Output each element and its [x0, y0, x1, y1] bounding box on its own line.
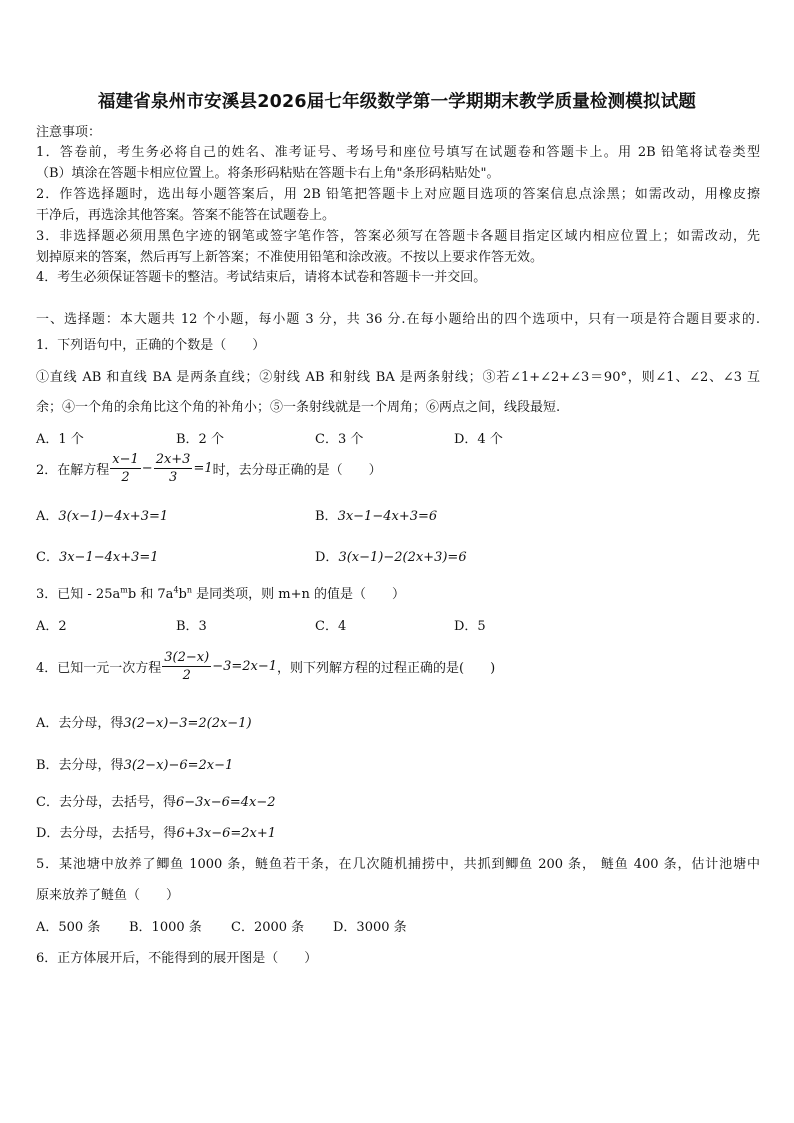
- question-1-body: ①直线 AB 和直线 BA 是两条直线；②射线 AB 和射线 BA 是两条射线；③若∠1+∠2+∠3＝90°，则∠1、∠2、∠3 互: [36, 370, 760, 385]
- question-3-option-d: D．5: [454, 619, 486, 634]
- notice-item: 1．答卷前，考生务必将自己的姓名、准考证号、考场号和座位号填写在试题卷和答题卡上。用 2B 铅笔将试卷类型: [36, 145, 760, 160]
- question-2-option-c: C．3x−1−4x+3=1: [36, 550, 159, 565]
- question-4-option-b: B．去分母，得3(2−x)−6=2x−1: [36, 758, 234, 773]
- question-5-stem: 5．某池塘中放养了鲫鱼 1000 条，鲢鱼若干条，在几次随机捕捞中，共抓到鲫鱼 200 条， 鲢鱼 400 条，估计池塘中: [36, 857, 760, 872]
- notice-item: （B）填涂在答题卡相应位置上。将条形码粘贴在答题卡右上角"条形码粘贴处"。: [36, 166, 500, 181]
- section-heading: 一、选择题：本大题共 12 个小题，每小题 3 分，共 36 分.在每小题给出的四个选项中，只有一项是符合题目要求的.: [36, 312, 760, 327]
- question-2-option-a: A．3(x−1)−4x+3=1: [36, 509, 169, 524]
- question-1-option-d: D．4 个: [454, 432, 503, 447]
- notice-item: 2．作答选择题时，选出每小题答案后，用 2B 铅笔把答题卡上对应题目选项的答案信息点涂黑；如需改动，用橡皮擦: [36, 187, 760, 202]
- question-3-stem: 3．已知 - $25a^mb$ 和 $7a^4b^n$ 是同类项，则 m+n 的值是（ ）: [36, 585, 406, 602]
- question-1-stem: 1．下列语句中，正确的个数是（ ）: [36, 338, 266, 353]
- question-4-option-a: A．去分母，得3(2−x)−3=2(2x−1): [36, 716, 252, 731]
- fraction: $\frac{x-1}{2}$: [112, 452, 139, 485]
- notice-item: 划掉原来的答案，然后再写上新答案；不准使用铅笔和涂改液。不按以上要求作答无效。: [36, 250, 544, 265]
- question-4-stem: 4．已知一元一次方程 $\frac{3(2-x)}{2}$ −3=2x−1，则下列解方程的过程正确的是( ): [36, 650, 496, 683]
- question-3-option-b: B．3: [176, 619, 207, 634]
- question-3-option-c: C．4: [315, 619, 347, 634]
- question-2-option-b: B．3x−1−4x+3=6: [315, 509, 438, 524]
- question-5-option-a: A．500 条: [36, 920, 101, 935]
- question-5-option-c: C．2000 条: [231, 920, 305, 935]
- fraction: $\frac{3(2-x)}{2}$: [164, 650, 210, 683]
- question-5-option-d: D．3000 条: [333, 920, 407, 935]
- question-1-option-b: B．2 个: [176, 432, 224, 447]
- question-4-option-d: D．去分母，去括号，得6+3x−6=2x+1: [36, 826, 277, 841]
- notice-heading: 注意事项：: [36, 125, 102, 140]
- exam-title: 福建省泉州市安溪县2026届七年级数学第一学期期末教学质量检测模拟试题: [97, 92, 697, 112]
- notice-item: 3．非选择题必须用黑色字迹的钢笔或签字笔作答，答案必须写在答题卡各题目指定区域内相应位置上；如需改动，先: [36, 229, 760, 244]
- question-4-option-c: C．去分母，去括号，得6−3x−6=4x−2: [36, 795, 276, 810]
- question-1-option-a: A．1 个: [36, 432, 84, 447]
- question-2-option-d: D．3(x−1)−2(2x+3)=6: [315, 550, 467, 565]
- question-5-option-b: B．1000 条: [129, 920, 202, 935]
- question-2-stem: 2．在解方程 $\frac{x-1}{2}$ − $\frac{2x+3}{3}$ =1时，去分母正确的是（ ）: [36, 452, 382, 485]
- notice-item: 干净后，再选涂其他答案。答案不能答在试题卷上。: [36, 208, 336, 223]
- question-5-stem: 原来放养了鲢鱼（ ）: [36, 888, 180, 903]
- question-3-option-a: A．2: [36, 619, 67, 634]
- notice-item: 4．考生必须保证答题卡的整洁。考试结束后，请将本试卷和答题卡一并交回。: [36, 270, 487, 285]
- fraction: $\frac{2x+3}{3}$: [155, 452, 191, 485]
- question-1-option-c: C．3 个: [315, 432, 364, 447]
- question-6-stem: 6．正方体展开后，不能得到的展开图是（ ）: [36, 951, 318, 966]
- question-1-body: 余；④一个角的余角比这个角的补角小；⑤一条射线就是一个周角；⑥两点之间，线段最短.: [36, 400, 561, 415]
